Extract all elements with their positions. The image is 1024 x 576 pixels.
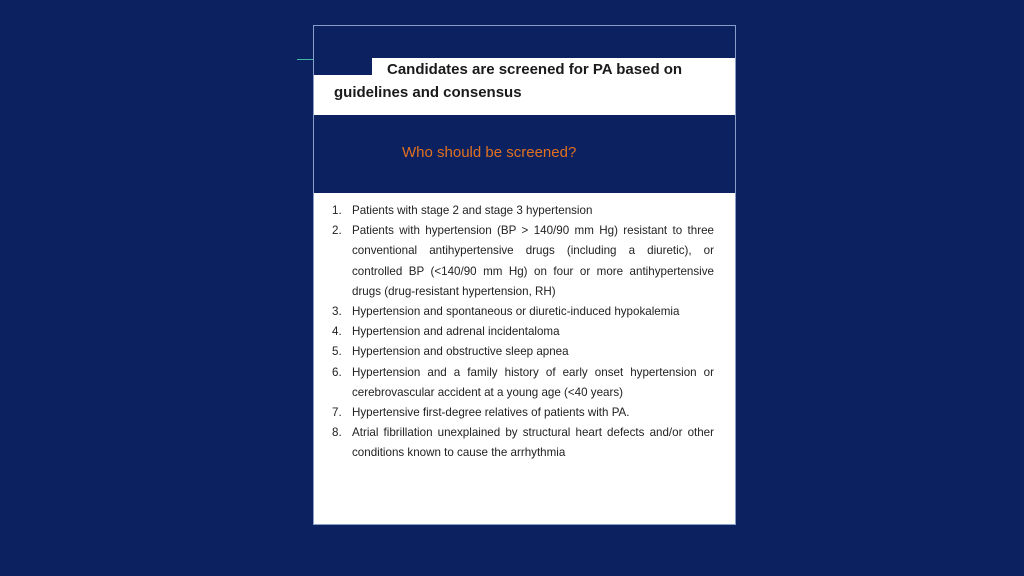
- list-item: [332, 342, 714, 362]
- slide-image: [314, 26, 735, 524]
- slide-subtitle: Who should be screened?: [402, 144, 577, 161]
- item-text: Hypertension and spontaneous or diuretic-induced hypokalemia: [352, 305, 680, 319]
- item-number: 3.: [332, 305, 342, 319]
- item-number: 7.: [332, 406, 342, 420]
- list-item: [332, 221, 714, 302]
- item-number: 1.: [332, 204, 342, 217]
- list-item: [332, 201, 714, 221]
- list-item: [332, 403, 714, 423]
- item-text: Patients with hypertension (BP > 140/90 mm Hg) resistant to three conventional antihypertensive drugs (including a diuretic), or controlled BP (<140/90 mm Hg) on four or more antihypertensive drugs (drug-resistant hypertension, RH): [352, 224, 714, 298]
- item-number: 2.: [332, 224, 342, 238]
- list-item: [332, 322, 714, 342]
- slide-title: Candidates are screened for PA based on guidelines and consensus: [334, 61, 683, 101]
- list-item: [332, 302, 714, 322]
- item-text: Hypertension and adrenal incidentaloma: [352, 325, 560, 339]
- list-item: [332, 363, 714, 403]
- item-number: 6.: [332, 365, 342, 379]
- item-text: Atrial fibrillation unexplained by structural heart defects and/or other conditions known to cause the arrhythmia: [352, 426, 714, 460]
- item-number: 4.: [332, 325, 342, 339]
- item-number: 8.: [332, 426, 342, 440]
- item-number: 5.: [332, 345, 342, 359]
- top-band: [314, 26, 735, 58]
- item-text: Patients with stage 2 and stage 3 hypertension: [352, 204, 593, 217]
- screening-criteria-list: [332, 201, 714, 464]
- list-item: [332, 423, 714, 463]
- item-text: Hypertensive first-degree relatives of patients with PA.: [352, 406, 630, 420]
- item-text: Hypertension and a family history of early onset hypertension or cerebrovascular accident at a young age (<40 years): [352, 365, 714, 399]
- item-text: Hypertension and obstructive sleep apnea: [352, 345, 569, 359]
- subtitle-band: [314, 115, 735, 193]
